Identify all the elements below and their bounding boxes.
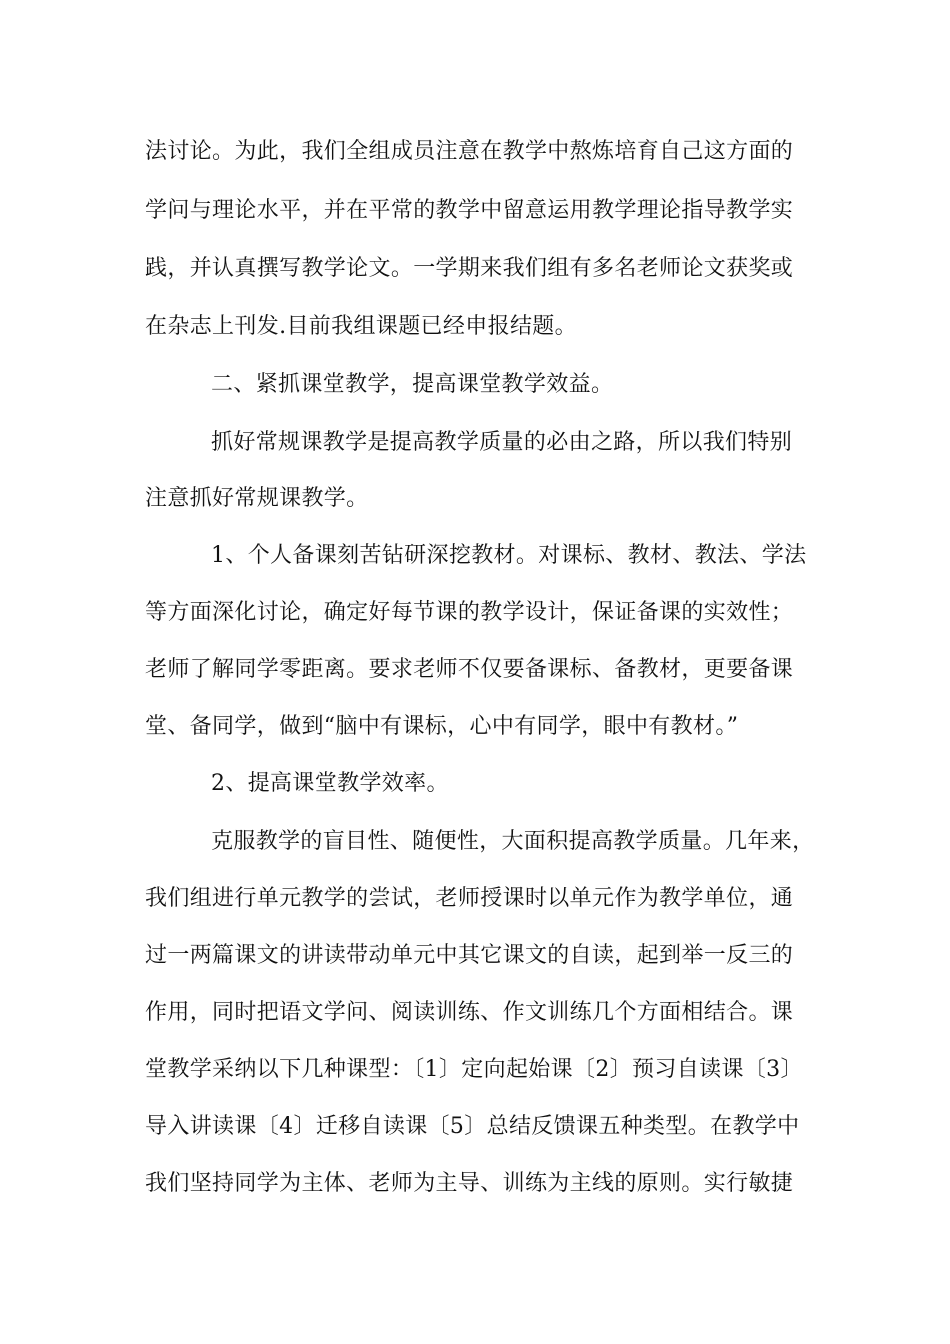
text-line: 我们组进行单元教学的尝试，老师授课时以单元作为教学单位，通 bbox=[145, 886, 794, 911]
text-line: 我们坚持同学为主体、老师为主导、训练为主线的原则。实行敏捷 bbox=[145, 1171, 794, 1196]
text-line: 堂教学采纳以下几种课型：〔1〕定向起始课〔2〕预习自读课〔3〕 bbox=[145, 1057, 803, 1082]
text-line: 等方面深化讨论，确定好每节课的教学设计，保证备课的实效性； bbox=[145, 600, 794, 625]
text-line: 在杂志上刊发.目前我组课题已经申报结题。 bbox=[145, 314, 577, 339]
text-line: 堂、备同学，做到“脑中有课标，心中有同学，眼中有教材。” bbox=[145, 714, 739, 739]
text-line: 学问与理论水平，并在平常的教学中留意运用教学理论指导教学实 bbox=[145, 198, 794, 223]
text-line: 过一两篇课文的讲读带动单元中其它课文的自读，起到举一反三的 bbox=[145, 943, 794, 968]
text-line: 注意抓好常规课教学。 bbox=[145, 486, 369, 511]
subsection-heading: 2、提高课堂教学效率。 bbox=[211, 771, 449, 796]
text-line: 老师了解同学零距离。要求老师不仅要备课标、备教材，更要备课 bbox=[145, 657, 794, 682]
text-line: 抓好常规课教学是提高教学质量的必由之路，所以我们特别 bbox=[211, 430, 793, 455]
subsection-heading: 1、个人备课刻苦钻研深挖教材。对课标、教材、教法、学法 bbox=[211, 543, 807, 568]
text-line: 法讨论。为此，我们全组成员注意在教学中熬炼培育自己这方面的 bbox=[145, 139, 794, 164]
text-line: 作用，同时把语文学问、阅读训练、作文训练几个方面相结合。课 bbox=[145, 1000, 794, 1025]
section-heading: 二、紧抓课堂教学，提高课堂教学效益。 bbox=[211, 372, 614, 397]
text-line: 导入讲读课〔4〕迁移自读课〔5〕总结反馈课五种类型。在教学中 bbox=[145, 1114, 800, 1139]
text-line: 践，并认真撰写教学论文。一学期来我们组有多名老师论文获奖或 bbox=[145, 256, 794, 281]
text-line: 克服教学的盲目性、随便性，大面积提高教学质量。几年来， bbox=[211, 829, 815, 854]
